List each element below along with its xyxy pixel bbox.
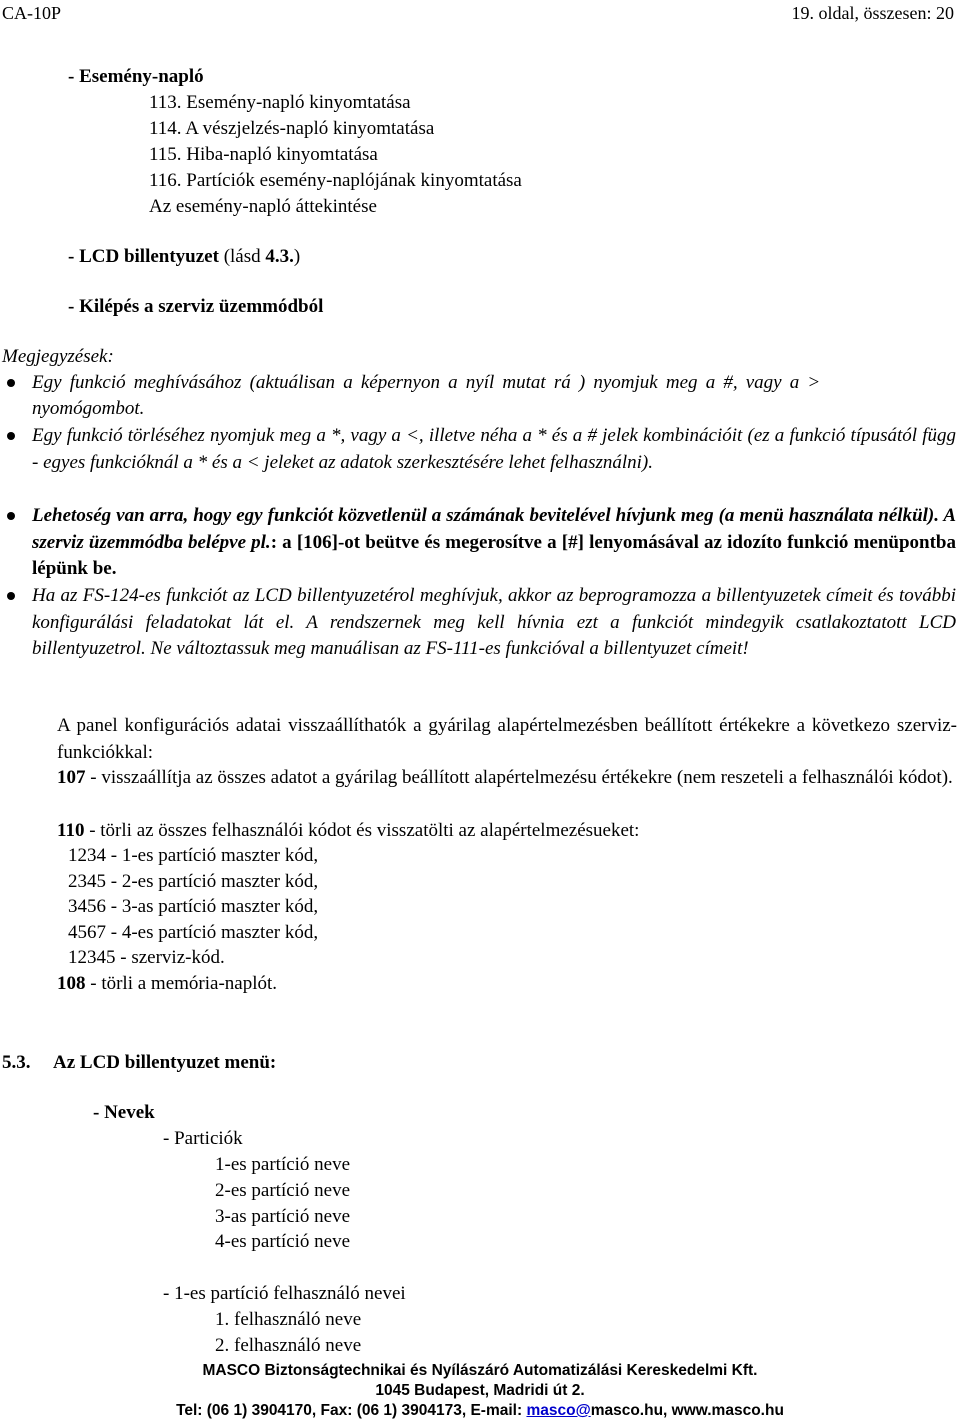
function-110-text: - törli az összes felhasználói kódot és visszatölti az alapértelmezésueket: — [84, 820, 640, 841]
default-code-item: 3456 - 3-as partíció maszter kód, — [68, 896, 319, 917]
menu-names: - Nevek — [93, 1102, 155, 1123]
event-log-item: 114. A vészjelzés-napló kinyomtatása — [149, 118, 435, 139]
bullet-icon — [7, 512, 15, 520]
function-107 — [57, 765, 957, 792]
function-108 — [57, 971, 277, 997]
bullet-icon — [7, 379, 15, 387]
bullet-icon — [7, 432, 15, 440]
note-4-part-1: Ha az FS-124-es funkciót az LCD billentyuzetérol meghívjuk, akkor az beprogramozza a billentyuzetek címeit és további konfigurálási feladatokat lát el. — [32, 585, 956, 633]
exit-service-mode-line: - Kilépés a szerviz üzemmódból — [68, 296, 324, 317]
note-3-part-1: Lehetoség van arra, hogy egy funkciót közvetlenül a számának bevitelével hívjunk meg (a menü használata nélkül). A szerviz üzemmódba belépve pl. — [32, 505, 956, 553]
footer-address: 1045 Budapest, Madridi út 2. — [375, 1382, 585, 1399]
event-log-item: Az esemény-napló áttekintése — [149, 196, 377, 217]
partition-name-item: 4-es partíció neve — [215, 1231, 351, 1252]
lcd-section-ref: 4.3. — [265, 246, 294, 267]
lcd-keyboard-label: - LCD billentyuzet — [68, 246, 219, 267]
footer-contact-text: Tel: (06 1) 3904170, Fax: (06 1) 3904173, E-mail: — [176, 1402, 527, 1419]
notes-title: Megjegyzések: — [2, 346, 114, 367]
restore-intro: A panel konfigurációs adatai visszaállíthatók a gyárilag alapértelmezésben beállított értékekre a következo szerviz-funkciókkal: — [57, 715, 957, 763]
default-code-item: 2345 - 2-es partíció maszter kód, — [68, 871, 319, 892]
header-left: CA-10P — [2, 3, 62, 23]
note-4-part-2: A rendszernek meg kell hívnia ezt a funkciót mindegyik csatlakoztatott LCD billentyuzetrol. Ne változtassuk meg manuálisan az FS-111-es funkcióval a billentyuzet címeit! — [32, 611, 956, 659]
event-log-title: - Esemény-napló — [68, 66, 204, 87]
function-110-number: 110 — [57, 820, 85, 841]
footer-contact — [0, 1401, 960, 1421]
user-name-item: 1. felhasználó neve — [215, 1309, 362, 1330]
default-code-item: 1234 - 1-es partíció maszter kód, — [68, 845, 319, 866]
note-1-line-1: Egy funkció meghívásához (aktuálisan a képernyon a nyíl mutat rá ) nyomjuk meg a #, vagy a > — [32, 372, 821, 393]
partition-name-item: 2-es partíció neve — [215, 1180, 351, 1201]
function-108-number: 108 — [57, 973, 86, 994]
event-log-item: 113. Esemény-napló kinyomtatása — [149, 92, 411, 113]
event-log-item: 116. Partíciók esemény-naplójának kinyomtatása — [149, 170, 522, 191]
note-3-part-2: : a [106]-ot beütve és megerosítve a [#] lenyomásával az idozíto funkció menüpontba lépünk be. — [32, 531, 956, 579]
partition-name-item: 3-as partíció neve — [215, 1206, 351, 1227]
partition-name-item: 1-es partíció neve — [215, 1154, 351, 1175]
default-code-item: 4567 - 4-es partíció maszter kód, — [68, 922, 319, 943]
bullet-icon — [7, 592, 15, 600]
section-number: 5.3. — [2, 1052, 31, 1073]
header-page-number: 19. oldal, összesen: 20 — [791, 3, 954, 23]
lcd-close-paren: ) — [293, 246, 301, 267]
function-110 — [57, 818, 639, 844]
function-107-number: 107 — [57, 767, 86, 788]
event-log-item: 115. Hiba-napló kinyomtatása — [149, 144, 378, 165]
menu-users-title: - 1-es partíció felhasználó nevei — [163, 1283, 406, 1304]
note-4 — [32, 583, 956, 663]
note-1-line-2: nyomógombot. — [32, 398, 145, 419]
default-code-item: 12345 - szerviz-kód. — [68, 947, 225, 968]
footer-email-link[interactable]: masco@ — [526, 1402, 591, 1419]
footer-contact-web: masco.hu, www.masco.hu — [590, 1402, 784, 1419]
note-3 — [32, 503, 956, 583]
function-107-text: - visszaállítja az összes adatot a gyárilag beállított alapértelmezésu értékekre (nem reszeteli a felhasználói kódot). — [85, 767, 953, 788]
user-name-item: 2. felhasználó neve — [215, 1335, 362, 1356]
lcd-see-text: (lásd — [218, 246, 266, 267]
menu-partitions: - Particiók — [163, 1128, 243, 1149]
lcd-keyboard-line — [68, 244, 300, 270]
footer-company: MASCO Biztonságtechnikai és Nyílászáró Automatizálási Kereskedelmi Kft. — [202, 1362, 758, 1379]
function-108-text: - törli a memória-naplót. — [85, 973, 278, 994]
note-2: Egy funkció törléséhez nyomjuk meg a *, vagy a <, illetve néha a * és a # jelek kombinációit (ez a funkció típusától függ - egyes funkcióknál a * és a < jeleket az adatok szerkesztésére lehet felhasználni). — [32, 425, 956, 473]
section-title: Az LCD billentyuzet menü: — [53, 1052, 277, 1073]
